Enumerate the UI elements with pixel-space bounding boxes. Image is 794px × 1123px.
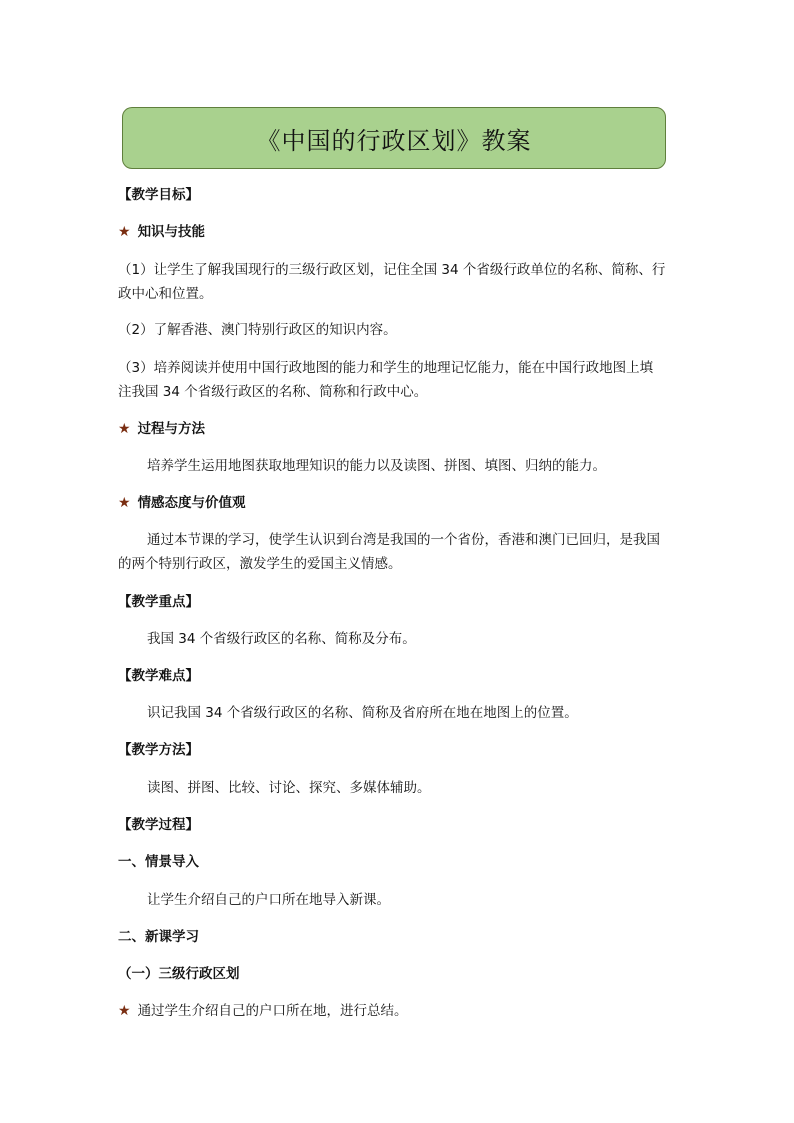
process-method-text: 培养学生运用地图获取地理知识的能力以及读图、拼图、填图、归纳的能力。 (147, 458, 606, 474)
difficulties-text: 识记我国 34 个省级行政区的名称、简称及省府所在地在地图上的位置。 (147, 705, 578, 721)
star-icon: ★ (118, 421, 131, 437)
star-icon: ★ (118, 495, 131, 511)
last-item-text: 通过学生介绍自己的户口所在地，进行总结。 (137, 1003, 408, 1019)
item3-line2: 注我国 34 个省级行政区的名称、简称和行政中心。 (118, 384, 428, 400)
star-icon: ★ (118, 1003, 131, 1019)
emotion-label: 情感态度与价值观 (137, 495, 246, 511)
key-points-text: 我国 34 个省级行政区的名称、简称及分布。 (147, 631, 416, 647)
heading-key-points: 【教学重点】 (118, 594, 199, 610)
methods-text: 读图、拼图、比较、讨论、探究、多媒体辅助。 (147, 780, 431, 796)
emotion-line2: 的两个特别行政区，激发学生的爱国主义情感。 (118, 556, 402, 572)
item3-line1: （3）培养阅读并使用中国行政地图的能力和学生的地理记忆能力，能在中国行政地图上填 (118, 360, 654, 376)
process-method-heading (118, 422, 678, 436)
section2-heading: 二、新课学习 (118, 929, 199, 945)
heading-methods: 【教学方法】 (118, 742, 199, 758)
section1-text: 让学生介绍自己的户口所在地导入新课。 (147, 892, 390, 908)
item1-line2: 政中心和位置。 (118, 286, 213, 302)
star-icon: ★ (118, 224, 131, 240)
heading-teaching-goals: 【教学目标】 (118, 187, 199, 203)
document-title: 《中国的行政区划》教案 (256, 126, 532, 155)
emotion-heading (118, 496, 678, 510)
process-method-label: 过程与方法 (137, 421, 206, 437)
heading-process: 【教学过程】 (118, 817, 199, 833)
section1-heading: 一、情景导入 (118, 854, 199, 870)
knowledge-skill-label: 知识与技能 (137, 224, 206, 240)
title-box (122, 107, 666, 169)
last-item (118, 1004, 678, 1018)
subsection1-heading: （一）三级行政区划 (118, 966, 240, 982)
heading-difficulties: 【教学难点】 (118, 668, 199, 684)
knowledge-skill-heading (118, 225, 678, 239)
item2: （2）了解香港、澳门特别行政区的知识内容。 (118, 322, 397, 338)
item1-line1: （1）让学生了解我国现行的三级行政区划，记住全国 34 个省级行政单位的名称、简称、行 (118, 262, 666, 278)
emotion-line1: 通过本节课的学习，使学生认识到台湾是我国的一个省份，香港和澳门已回归，是我国 (147, 532, 660, 548)
